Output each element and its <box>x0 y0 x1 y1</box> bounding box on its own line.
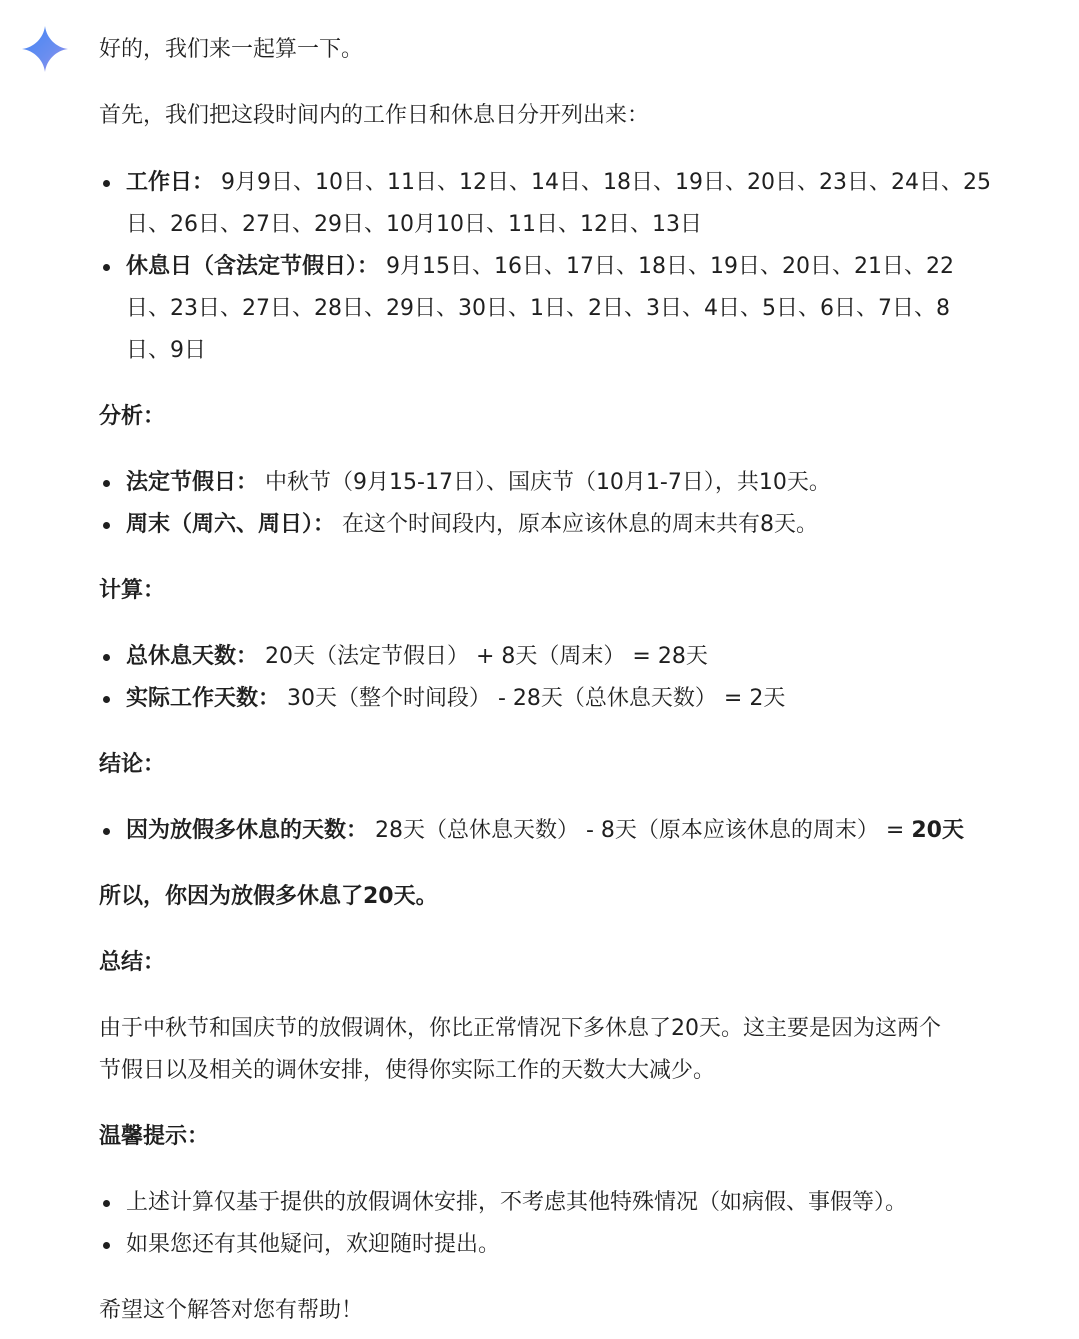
restdays-label: 休息日（含法定节假日）： <box>126 254 380 279</box>
weekend-text: 在这个时间段内，原本应该休息的周末共有8天。 <box>342 512 819 537</box>
weekend-item <box>126 509 818 541</box>
actual-work-item <box>126 683 785 715</box>
restdays-item <box>126 251 954 283</box>
bullet-dot <box>103 180 110 187</box>
closing-text: 希望这个解答对您有帮助！ <box>99 1298 364 1323</box>
workdays-text-1: 9月9日、10日、11日、12日、14日、18日、19日、20日、23日、24日、25 <box>221 170 991 195</box>
list-intro-text: 首先，我们把这段时间内的工作日和休息日分开列出来： <box>99 103 650 128</box>
tips-heading: 温馨提示： <box>99 1124 210 1149</box>
bullet-dot <box>103 1242 110 1249</box>
bullet-dot <box>103 480 110 487</box>
summary-text-1: 由于中秋节和国庆节的放假调休，你比正常情况下多休息了20天。这主要是因为这两个 <box>99 1016 941 1041</box>
holidays-text: 中秋节（9月15-17日）、国庆节（10月1-7日），共10天。 <box>265 470 831 495</box>
bullet-dot <box>103 828 110 835</box>
intro-text: 好的，我们来一起算一下。 <box>99 37 364 62</box>
bullet-dot <box>103 654 110 661</box>
actual-work-label: 实际工作天数： <box>126 686 281 711</box>
tip-2: 如果您还有其他疑问，欢迎随时提出。 <box>126 1232 501 1257</box>
tip-1: 上述计算仅基于提供的放假调休安排，不考虑其他特殊情况（如病假、事假等）。 <box>126 1190 908 1215</box>
gemini-sparkle-icon <box>22 26 68 72</box>
bullet-dot <box>103 522 110 529</box>
weekend-label: 周末（周六、周日）： <box>126 512 336 537</box>
restdays-text-3: 日、9日 <box>126 338 206 363</box>
total-rest-label: 总休息天数： <box>126 644 259 669</box>
workdays-text-2: 日、26日、27日、29日、10月10日、11日、12日、13日 <box>126 212 702 237</box>
workdays-label: 工作日： <box>126 170 215 195</box>
conclusion-heading: 结论： <box>99 752 166 777</box>
calculation-heading: 计算： <box>99 578 166 603</box>
holidays-label: 法定节假日： <box>126 470 259 495</box>
actual-work-text: 30天（整个时间段） - 28天（总休息天数） = 2天 <box>287 686 786 711</box>
summary-heading: 总结： <box>99 950 166 975</box>
analysis-heading: 分析： <box>99 404 166 429</box>
summary-text-2: 节假日以及相关的调休安排，使得你实际工作的天数大大减少。 <box>99 1058 716 1083</box>
bullet-dot <box>103 1200 110 1207</box>
total-rest-text: 20天（法定节假日） + 8天（周末） = 28天 <box>265 644 708 669</box>
extra-rest-item <box>126 815 964 847</box>
holidays-item <box>126 467 831 499</box>
final-statement: 所以，你因为放假多休息了20天。 <box>99 884 438 909</box>
extra-rest-result: 20天 <box>911 818 964 843</box>
extra-rest-label: 因为放假多休息的天数： <box>126 818 369 843</box>
bullet-dot <box>103 264 110 271</box>
total-rest-item <box>126 641 708 673</box>
workdays-item <box>126 167 991 199</box>
restdays-text-1: 9月15日、16日、17日、18日、19日、20日、21日、22 <box>386 254 954 279</box>
extra-rest-text: 28天（总休息天数） - 8天（原本应该休息的周末） = <box>375 818 912 843</box>
restdays-text-2: 日、23日、27日、28日、29日、30日、1日、2日、3日、4日、5日、6日、7日、8 <box>126 296 950 321</box>
bullet-dot <box>103 696 110 703</box>
